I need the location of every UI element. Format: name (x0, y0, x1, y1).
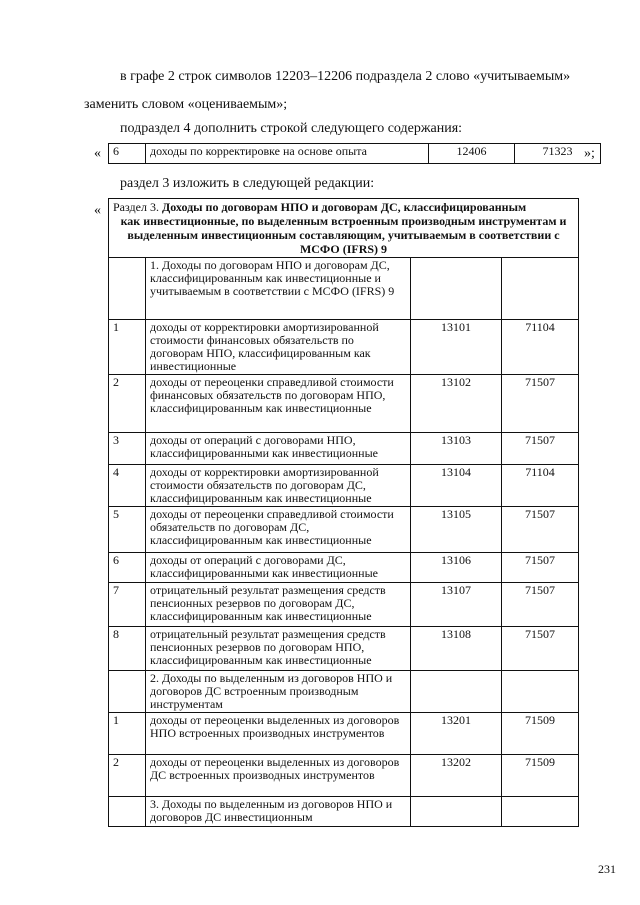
row-name: доходы от переоценки справедливой стоимости обязательств по договорам ДС, классифицированным как инвестиционные (146, 507, 411, 553)
table-row (109, 671, 579, 713)
row-number (109, 258, 146, 320)
row-account: 71509 (502, 713, 579, 755)
row-number: 3 (109, 433, 146, 465)
row-code: 13103 (411, 433, 502, 465)
row-name: доходы от операций с договорами ДС, классифицированными как инвестиционные (146, 553, 411, 583)
paragraph-line: заменить словом «оцениваемым»; (84, 97, 288, 112)
table-row (109, 320, 579, 375)
row-account: 71507 (502, 507, 579, 553)
row-account: 71507 (502, 583, 579, 627)
row-account: 71507 (502, 553, 579, 583)
row-code: 13101 (411, 320, 502, 375)
row-number: 2 (109, 755, 146, 797)
table-row (109, 375, 579, 433)
section-prefix: Раздел 3. (113, 200, 159, 214)
row-code: 13105 (411, 507, 502, 553)
table-row (109, 507, 579, 553)
table-row (109, 465, 579, 507)
insert-row-table (108, 143, 601, 164)
row-number: 1 (109, 713, 146, 755)
row-account (502, 797, 579, 827)
row-code (411, 797, 502, 827)
row-number: 6 (109, 144, 146, 164)
row-code: 13106 (411, 553, 502, 583)
row-name: доходы от корректировки амортизированной стоимости финансовых обязательств по договорам НПО, классифицированным как инвестиционные (146, 320, 411, 375)
table-row (109, 144, 601, 164)
row-number: 4 (109, 465, 146, 507)
page-number: 231 (598, 862, 616, 876)
row-code: 13201 (411, 713, 502, 755)
close-quote: »; (584, 146, 595, 161)
row-number (109, 797, 146, 827)
row-number: 6 (109, 553, 146, 583)
section-title-line1: Доходы по договорам НПО и договорам ДС, классифицированным (161, 200, 527, 214)
row-code: 13108 (411, 627, 502, 671)
open-quote: « (94, 146, 101, 161)
table-row (109, 627, 579, 671)
row-account: 71507 (502, 627, 579, 671)
table-row (109, 755, 579, 797)
row-code (411, 671, 502, 713)
row-account (502, 258, 579, 320)
row-account: 71507 (502, 433, 579, 465)
paragraph-line: раздел 3 изложить в следующей редакции: (120, 176, 375, 191)
table-row (109, 583, 579, 627)
row-number: 1 (109, 320, 146, 375)
row-name: доходы от операций с договорами НПО, классифицированными как инвестиционные (146, 433, 411, 465)
row-name: 2. Доходы по выделенным из договоров НПО и договоров ДС встроенным производным инструментам (146, 671, 411, 713)
row-name: 3. Доходы по выделенным из договоров НПО и договоров ДС инвестиционным (146, 797, 411, 827)
row-name: отрицательный результат размещения средств пенсионных резервов по договорам ДС, классифицированным как инвестиционные (146, 583, 411, 627)
table-header-row (109, 199, 579, 258)
row-account (502, 671, 579, 713)
row-account: 71104 (502, 465, 579, 507)
table-row (109, 713, 579, 755)
row-name: доходы от переоценки справедливой стоимости финансовых обязательств по договорам НПО, классифицированным как инвестиционные (146, 375, 411, 433)
row-number: 2 (109, 375, 146, 433)
row-code: 13104 (411, 465, 502, 507)
row-name: доходы от переоценки выделенных из договоров ДС встроенных производных инструментов (146, 755, 411, 797)
section-title (109, 199, 579, 258)
table-row (109, 553, 579, 583)
section-title-rest: как инвестиционные, по выделенным встроенным производным инструментам и выделенным инвестиционным составляющим, учитываемым в соответствии с МСФО (IFRS) 9 (120, 214, 567, 256)
row-name: доходы от корректировки амортизированной стоимости обязательств по договорам ДС, классифицированным как инвестиционные (146, 465, 411, 507)
row-name: доходы от переоценки выделенных из договоров НПО встроенных производных инструментов (146, 713, 411, 755)
row-account: 71104 (502, 320, 579, 375)
row-code: 13202 (411, 755, 502, 797)
row-name: 1. Доходы по договорам НПО и договорам ДС, классифицированным как инвестиционные и учитываемым в соответствии с МСФО (IFRS) 9 (146, 258, 411, 320)
row-code (411, 258, 502, 320)
row-account: 71507 (502, 375, 579, 433)
row-number: 8 (109, 627, 146, 671)
paragraph-line: подраздел 4 дополнить строкой следующего содержания: (120, 121, 463, 136)
row-number: 7 (109, 583, 146, 627)
row-code: 13107 (411, 583, 502, 627)
row-name: доходы по корректировке на основе опыта (146, 144, 429, 164)
open-quote: « (94, 203, 101, 218)
paragraph-line: в графе 2 строк символов 12203–12206 подраздела 2 слово «учитываемым» (120, 69, 571, 84)
row-number: 5 (109, 507, 146, 553)
row-code: 13102 (411, 375, 502, 433)
section3-table (108, 198, 579, 827)
row-code: 12406 (429, 144, 515, 164)
table-row (109, 433, 579, 465)
row-account: 71323 (515, 144, 601, 164)
table-row (109, 797, 579, 827)
row-name: отрицательный результат размещения средств пенсионных резервов по договорам НПО, классифицированным как инвестиционные (146, 627, 411, 671)
row-number (109, 671, 146, 713)
row-account: 71509 (502, 755, 579, 797)
table-row (109, 258, 579, 320)
